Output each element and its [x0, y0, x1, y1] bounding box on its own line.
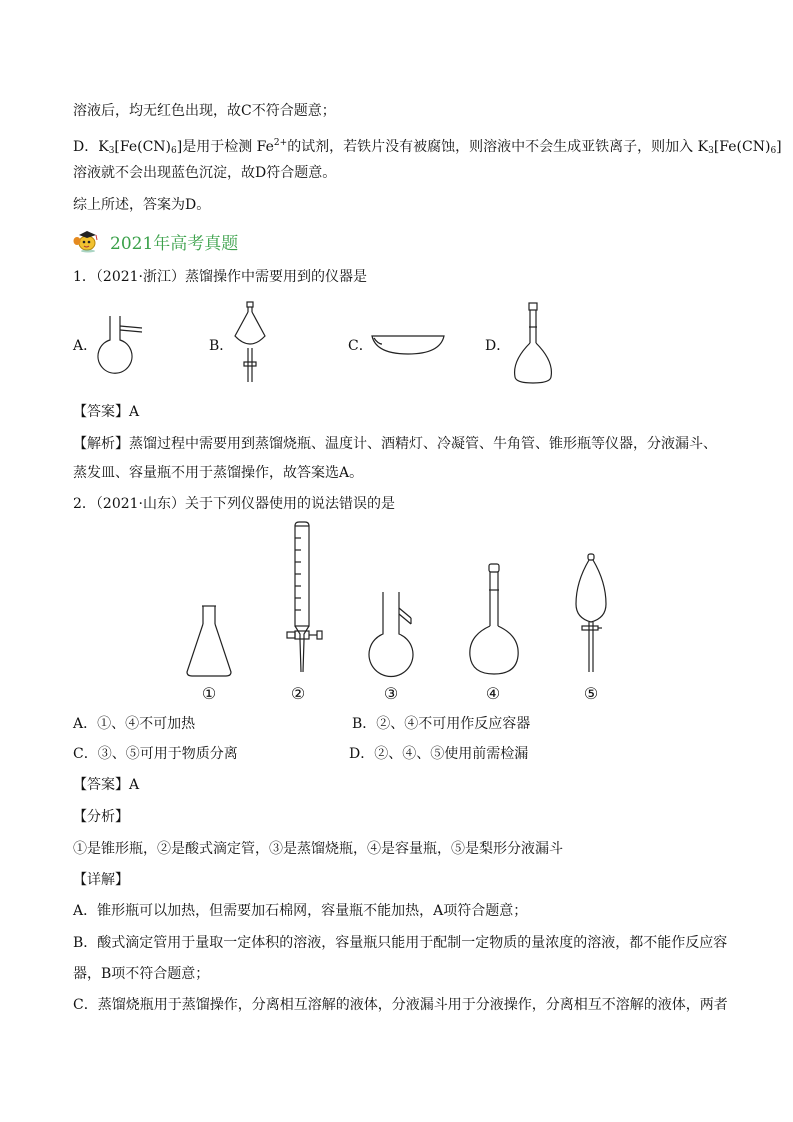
section-heading	[72, 228, 238, 254]
q2-answer: 【答案】A	[73, 777, 140, 793]
volumetric-flask-icon	[466, 560, 524, 680]
q1-option-d-label: D．	[485, 338, 511, 354]
q1-option-a-label: A．	[73, 338, 98, 354]
subscript: 6	[770, 146, 777, 156]
q2-stem: 2．（2021·山东）关于下列仪器使用的说法错误的是	[73, 496, 395, 512]
graduate-mascot-icon	[72, 229, 102, 253]
subscript: 6	[171, 146, 177, 156]
q1-analysis-line-1: 【解析】蒸馏过程中需要用到蒸馏烧瓶、温度计、酒精灯、冷凝管、牛角管、锥形瓶等仪器，分液漏斗、	[73, 436, 717, 452]
volumetric-flask-icon	[508, 303, 560, 385]
text-fragment: [Fe(CN)	[114, 139, 172, 155]
section-title: 2021年高考真题	[110, 233, 239, 254]
evaporating-dish-icon	[370, 332, 446, 358]
q2-detail-line-1: A．锥形瓶可以加热，但需要加石棉网，容量瓶不能加热，A项符合题意；	[73, 903, 528, 919]
q2-option-b: B．②、④不可用作反应容器	[352, 716, 531, 732]
q2-analysis-heading: 【分析】	[73, 809, 129, 825]
text-fragment: ]是用于检测 Fe	[176, 139, 274, 155]
q2-detail-line-3: 器，B项不符合题意；	[73, 966, 210, 982]
text-line-2	[73, 133, 782, 161]
superscript: 2+	[273, 138, 288, 148]
q2-analysis-text: ①是锥形瓶，②是酸式滴定管，③是蒸馏烧瓶，④是容量瓶，⑤是梨形分液漏斗	[73, 841, 563, 857]
text-fragment: 的试剂，若铁片没有被腐蚀，则溶液中不会生成亚铁离子，则加入 K	[287, 139, 709, 155]
q1-option-c-label: C．	[348, 338, 373, 354]
distilling-flask-icon	[367, 590, 423, 680]
text-fragment: ]	[776, 139, 782, 155]
q2-option-d: D．②、④、⑤使用前需检漏	[349, 746, 529, 762]
q1-answer: 【答案】A	[73, 404, 140, 420]
conical-flask-icon	[184, 604, 234, 678]
text-fragment: [Fe(CN)	[713, 139, 771, 155]
text-line-3: 溶液就不会出现蓝色沉淀，故D符合题意。	[73, 165, 337, 181]
q2-detail-line-4: C．蒸馏烧瓶用于蒸馏操作，分离相互溶解的液体，分液漏斗用于分液操作，分离相互不溶解的液体，两者	[73, 997, 728, 1013]
acid-burette-icon	[285, 522, 325, 678]
q2-option-a: A．①、④不可加热	[73, 716, 196, 732]
separatory-funnel-icon	[230, 302, 270, 384]
subscript: 3	[708, 146, 714, 156]
apparatus-label-3: ③	[383, 684, 399, 703]
q2-detail-heading: 【详解】	[73, 872, 129, 888]
q1-stem: 1．（2021·浙江）蒸馏操作中需要用到的仪器是	[73, 269, 367, 285]
apparatus-label-1: ①	[201, 684, 217, 703]
subscript: 3	[108, 146, 115, 156]
q1-analysis-line-2: 蒸发皿、容量瓶不用于蒸馏操作，故答案选A。	[73, 465, 364, 481]
apparatus-label-4: ④	[485, 684, 501, 703]
text-line-1: 溶液后，均无红色出现，故C不符合题意；	[73, 103, 336, 119]
q1-option-b-label: B．	[209, 338, 234, 354]
apparatus-label-5: ⑤	[583, 684, 599, 703]
text-fragment: D．K	[73, 139, 109, 155]
distilling-flask-icon	[96, 312, 146, 378]
pear-separatory-funnel-icon	[574, 552, 608, 678]
q2-detail-line-2: B．酸式滴定管用于量取一定体积的溶液，容量瓶只能用于配制一定物质的量浓度的溶液，都不能作反应容	[73, 935, 728, 951]
q2-option-c: C．③、⑤可用于物质分离	[73, 746, 238, 762]
text-line-4: 综上所述，答案为D。	[73, 197, 211, 213]
apparatus-label-2: ②	[290, 684, 306, 703]
